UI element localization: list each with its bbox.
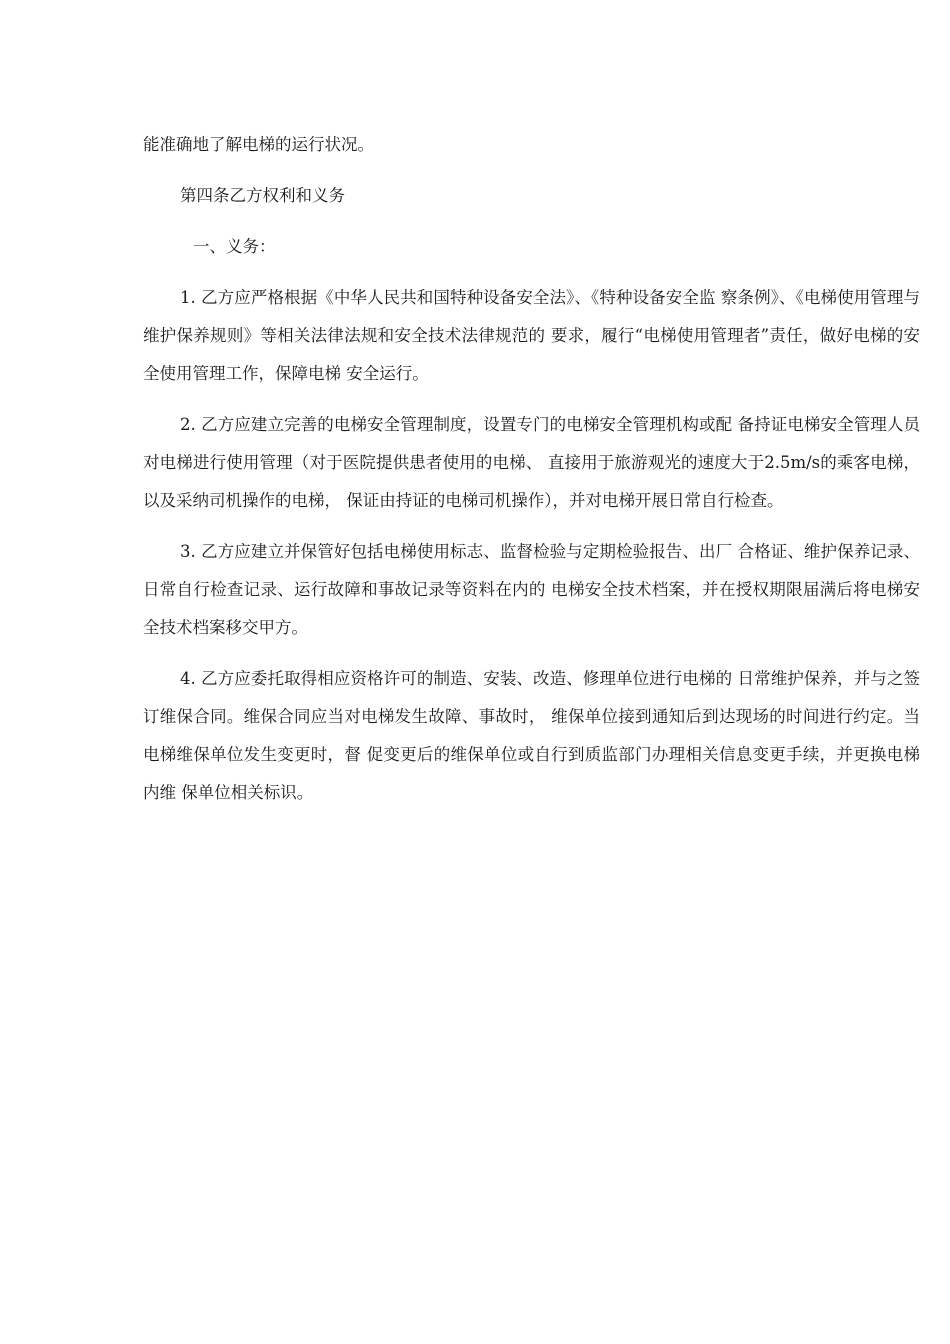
section-heading-obligations: 一、义务： (193, 237, 276, 256)
article-heading: 第四条乙方权利和义务 (180, 186, 345, 205)
clause-2: 2. 乙方应建立完善的电梯安全管理制度，设置专门的电梯安全管理机构或配 备持证电梯安全管理人员对电梯进行使用管理（对于医院提供患者使用的电梯、 直接用于旅游观光的速度大于2.5m/s的乘客电梯，以及采纳司机操作的电梯， 保证由持证的电梯司机操作），并对电梯开展日常自行检查。 (143, 415, 920, 510)
clause-3: 3. 乙方应建立并保管好包括电梯使用标志、监督检验与定期检验报告、出厂 合格证、维护保养记录、日常自行检查记录、运行故障和事故记录等资料在内的 电梯安全技术档案，并在授权期限届满后将电梯安全技术档案移交甲方。 (143, 542, 920, 637)
paragraph-continuation: 能准确地了解电梯的运行状况。 (143, 135, 374, 154)
clause-4: 4. 乙方应委托取得相应资格许可的制造、安装、改造、修理单位进行电梯的 日常维护保养，并与之签订维保合同。维保合同应当对电梯发生故障、事故时， 维保单位接到通知后到达现场的时间进行约定。当电梯维保单位发生变更时，督 促变更后的维保单位或自行到质监部门办理相关信息变更手续，并更换电梯内维 保单位相关标识。 (143, 669, 920, 802)
document-body (143, 126, 920, 825)
clause-1: 1. 乙方应严格根据《中华人民共和国特种设备安全法》、《特种设备安全监 察条例》、《电梯使用管理与维护保养规则》等相关法律法规和安全技术法律规范的 要求，履行“电梯使用管理者”责任，做好电梯的安全使用管理工作，保障电梯 安全运行。 (143, 288, 920, 383)
